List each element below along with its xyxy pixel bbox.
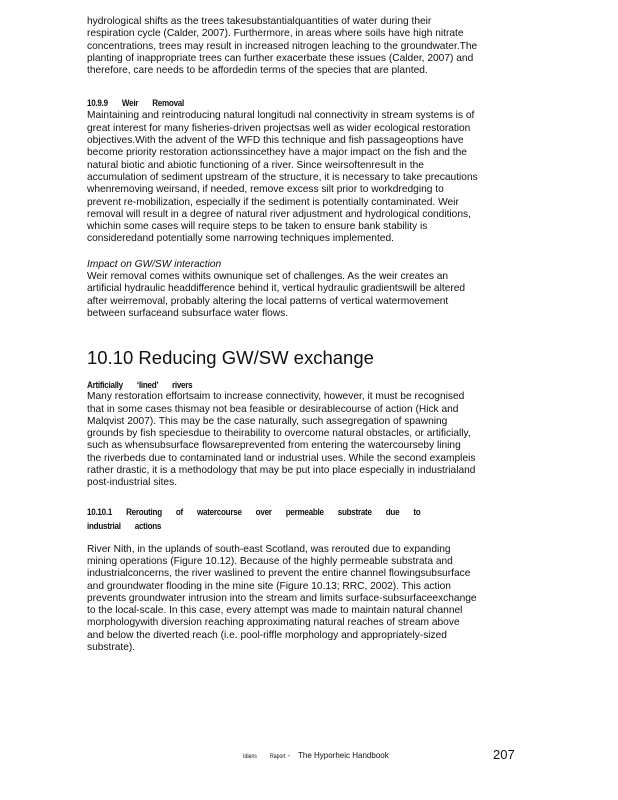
heading-impact-gw-sw: Impact on GW/SW interaction	[87, 258, 222, 270]
heading-lined-rivers: Artificially ‘lined’ rivers	[87, 379, 193, 391]
section-title: 10.10 Reducing GW/SW exchange	[87, 347, 374, 369]
heading-rerouting-line2: industrial actions	[87, 519, 162, 531]
text-line: Many restoration effortsaim to increase connectivity, however, it must be recognised	[87, 391, 465, 403]
footer-left-word: Idiens	[243, 753, 257, 760]
text-line: to the local-scale. In this case, every attempt was made to maintain natural channel	[87, 605, 463, 617]
text-line: rather drastic, it is a methodology that may be put into place especially in industrialand	[87, 465, 476, 477]
text-line: whichin some cases will require steps to be taken to ensure bank stability is	[87, 221, 428, 233]
text-line: post-industrial sites.	[87, 477, 178, 489]
text-line: prevents groundwater intrusion into the stream and limits surface-subsurfaceexchange	[87, 592, 477, 604]
text-line: River Nith, in the uplands of south-east Scotland, was rerouted due to expanding	[87, 543, 451, 555]
text-line: artificial hydraulic headdifference behind it, vertical hydraulic gradientswill be altered	[87, 283, 466, 295]
page-footer	[0, 747, 618, 765]
paragraph-weir-removal	[87, 110, 517, 245]
text-line: morphologywith diversion reaching approximating natural reaches of stream above	[87, 617, 460, 629]
text-line: objectives.With the advent of the WFD this technique and fish passageoptions have	[87, 135, 464, 147]
footer-mid-word: Raport	[270, 753, 286, 760]
heading-weir-removal: 10.9.9 Weir Removal	[87, 97, 185, 109]
page-number: 207	[493, 747, 515, 762]
text-line: such as whensubsurface flowsareprevented from entering the watercourseby lining	[87, 440, 461, 452]
text-line: great interest for many fisheries-driven projectsas well as wider ecological restoration	[87, 122, 471, 134]
text-line: consideredand potentially some narrowing techniques implemented.	[87, 233, 394, 245]
text-line: Malqvist 2007). This may be the case naturally, such assegregation of spawning	[87, 415, 448, 427]
footer-dash: -	[288, 751, 291, 760]
text-line: between surfaceand subsurface water flows.	[87, 307, 289, 319]
text-line: that in some cases thismay not bea feasible or desirablecourse of action (Hick and	[87, 403, 459, 415]
text-line: respiration cycle (Calder, 2007). Furthermore, in areas where soils have high nitrate	[87, 28, 464, 40]
text-line: accumulation of sediment upstream of the structure, it is necessary to take precautions	[87, 171, 478, 183]
text-line: hydrological shifts as the trees takesubstantialquantities of water during their	[87, 16, 432, 27]
footer-book-title: The Hyporheic Handbook	[298, 751, 389, 760]
text-line: prevent re-mobilization, especially if the sediment is potentially contaminated. Weir	[87, 196, 459, 208]
text-line: after weirremoval, probably altering the local patterns of vertical watermovement	[87, 295, 449, 307]
text-line: Weir removal comes withits ownunique set of challenges. As the weir creates an	[87, 271, 449, 283]
paragraph-impact	[87, 271, 517, 320]
text-line: concentrations, trees may result in increased nitrogen leaching to the groundwater.The	[87, 40, 478, 52]
text-line: planting of inappropriate trees can further exacerbate these issues (Calder, 2007) and	[87, 52, 474, 64]
paragraph-lined-rivers	[87, 391, 517, 489]
text-line: and groundwater flooding in the mine site (Figure 10.13; RRC, 2002). This action	[87, 580, 451, 592]
paragraph-tree-planting	[87, 16, 517, 77]
text-line: mining operations (Figure 10.12). Because of the highly permeable substrata and	[87, 555, 453, 567]
paragraph-river-nith	[87, 544, 517, 655]
text-line: the riverbeds due to contaminated land or industrial uses. While the second exampleis	[87, 452, 476, 464]
text-line: natural biotic and abiotic functioning of a river. Since weirsoftenresult in the	[87, 159, 424, 171]
text-line: therefore, care needs to be affordedin terms of the species that are planted.	[87, 65, 428, 77]
heading-rerouting-line1: 10.10.1 Rerouting of watercourse over permeable substrate due to	[87, 505, 421, 517]
text-line: substrate).	[87, 641, 136, 653]
text-line: Maintaining and reintroducing natural longitudi nal connectivity in stream systems is of	[87, 110, 475, 122]
text-line: become priority restoration actionssincethey have a major impact on the fish and the	[87, 147, 467, 159]
text-line: industrialconcerns, the river waslined to prevent the entire channel flowingsubsurface	[87, 568, 471, 580]
text-line: grounds by fish speciesdue to theirability to overcome natural obstacles, or artificially,	[87, 428, 471, 440]
text-line: removal will result in a degree of natural river adjustment and hydrological conditions,	[87, 208, 471, 220]
text-line: and below the diverted reach (i.e. pool-riffle morphology and appropriately-sized	[87, 629, 447, 641]
page-body	[87, 16, 517, 654]
text-line: whenremoving weirsand, if needed, remove excess silt prior to workdredging to	[87, 184, 444, 196]
